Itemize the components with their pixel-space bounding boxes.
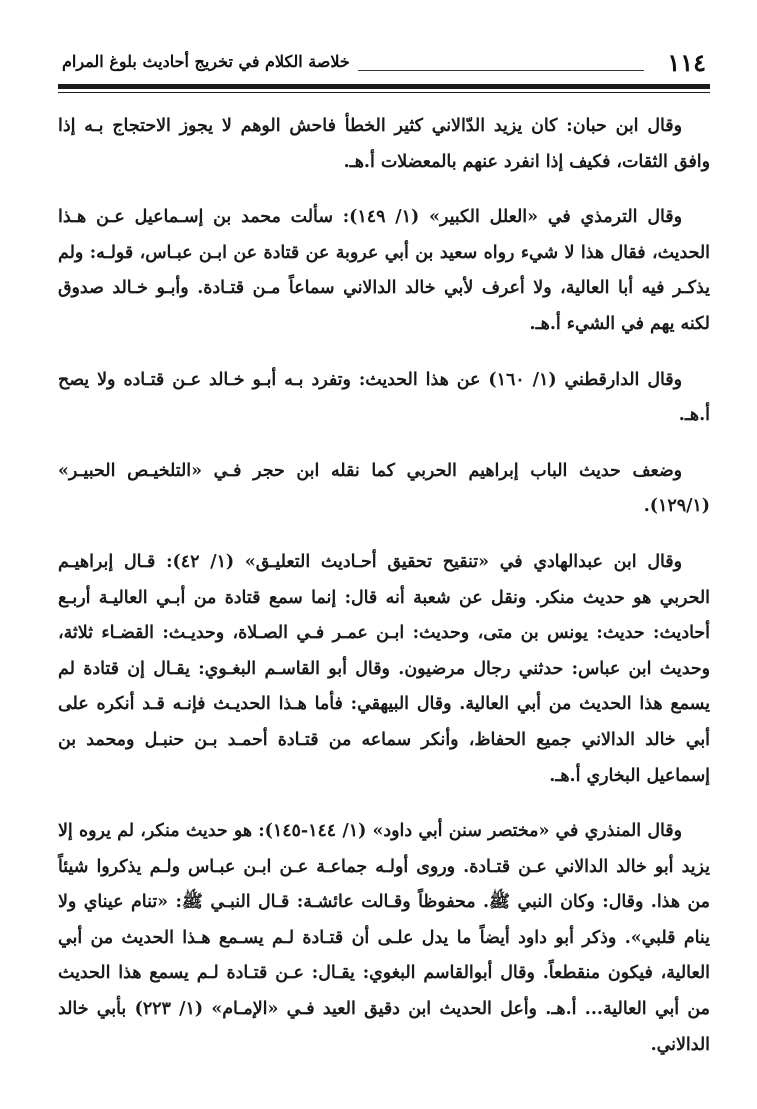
header-rule-thin	[58, 92, 710, 93]
page-header	[58, 40, 710, 84]
paragraph-tirmidhi: وقال الترمذي في «العلل الكبير» (١/ ١٤٩): سألت محمد بن إسـماعيل عـن هـذا الحديث، فقال هذا لا شيء رواه سعيد بن أبي عروبة عن قتادة عن ابـن عبـاس، قولـه: ولم يذكـر فيه أبا العالية، ولا أعرف لأبي خالد الدالاني سماعاً مـن قتـادة. وأبـو خـالد صدوق لكنه يهم في الشيء أ.هـ.	[58, 207, 710, 334]
running-title: خلاصة الكلام في تخريج أحاديث بلوغ المرام	[62, 52, 350, 71]
paragraph-mundhiri: وقال المنذري في «مختصر سنن أبي داود» (١/ ١٤٤-١٤٥): هو حديث منكر، لم يروه إلا يزيد أبو خالد الدالاني عـن قتـادة. وروى أولـه جماعـة عـن ابـن عبـاس ولـم يذكروا شيئاً من هذا. وقال: وكان النبي ﷺ. محفوظاً وقـالت عائشـة: قـال النبـي ﷺ: «تنام عيناي ولا ينام قلبي». وذكر أبو داود أيضاً ما يدل علـى أن قتـادة لـم يسـمع هـذا الحديث من أبي العالية، فيكون منقطعاً. وقال أبوالقاسم البغوي: يقـال: عـن قتـادة لـم يسمع هذا الحديث من أبي العالية... أ.هـ. وأعل الحديث ابن دقيق العيد فـي «الإمـام» (١/ ٢٢٣) بأبي خالد الدالاني.	[58, 821, 710, 1055]
paragraph-ibn-hibban: وقال ابن حبان: كان يزيد الدّالاني كثير الخطأ فاحش الوهم لا يجوز الاحتجاج بـه إذا وافق الثقات، فكيف إذا انفرد عنهم بالمعضلات أ.هـ.	[58, 116, 710, 172]
paragraph-harbi: وضعف حديث الباب إبراهيم الحربي كما نقله ابن حجر فـي «التلخيـص الحبيـر» (١٢٩/١).	[58, 460, 710, 517]
paragraph-ibn-abdulhadi: وقال ابن عبدالهادي في «تنقيح تحقيق أحـاديث التعليـق» (١/ ٤٢): قـال إبراهيـم الحربي هو حديث منكر. ونقل عن شعبة أنه قال: إنما سمع قتادة من أبـي العاليـة أربـع أحاديث: حديث: يونس بن متى، وحديث: ابـن عمـر فـي الصـلاة، وحديـث: القضـاء ثلاثة، وحديث ابن عباس: حدثني رجال مرضيون. وقال أبو القاسـم البغـوي: يقـال إن قتادة لم يسمع هذا الحديث من أبي العالية. وقال البيهقي: فأما هـذا الحديـث فإنـه قـد أنكره على أبي خالد الدالاني جميع الحفاظ، وأنكر سماعه من قتـادة أحمـد بـن حنبـل ومحمد بن إسماعيل البخاري أ.هـ.	[58, 551, 710, 786]
book-page	[58, 40, 710, 1080]
header-rule-thick	[58, 84, 710, 89]
paragraph-daraqutni: وقال الدارقطني (١/ ١٦٠) عن هذا الحديث: وتفرد بـه أبـو خـالد عـن قتـاده ولا يصح أ.هـ.	[58, 369, 710, 426]
body-text	[58, 109, 710, 1063]
header-dash-rule	[358, 70, 644, 71]
page-number: ١١٤	[667, 48, 706, 77]
